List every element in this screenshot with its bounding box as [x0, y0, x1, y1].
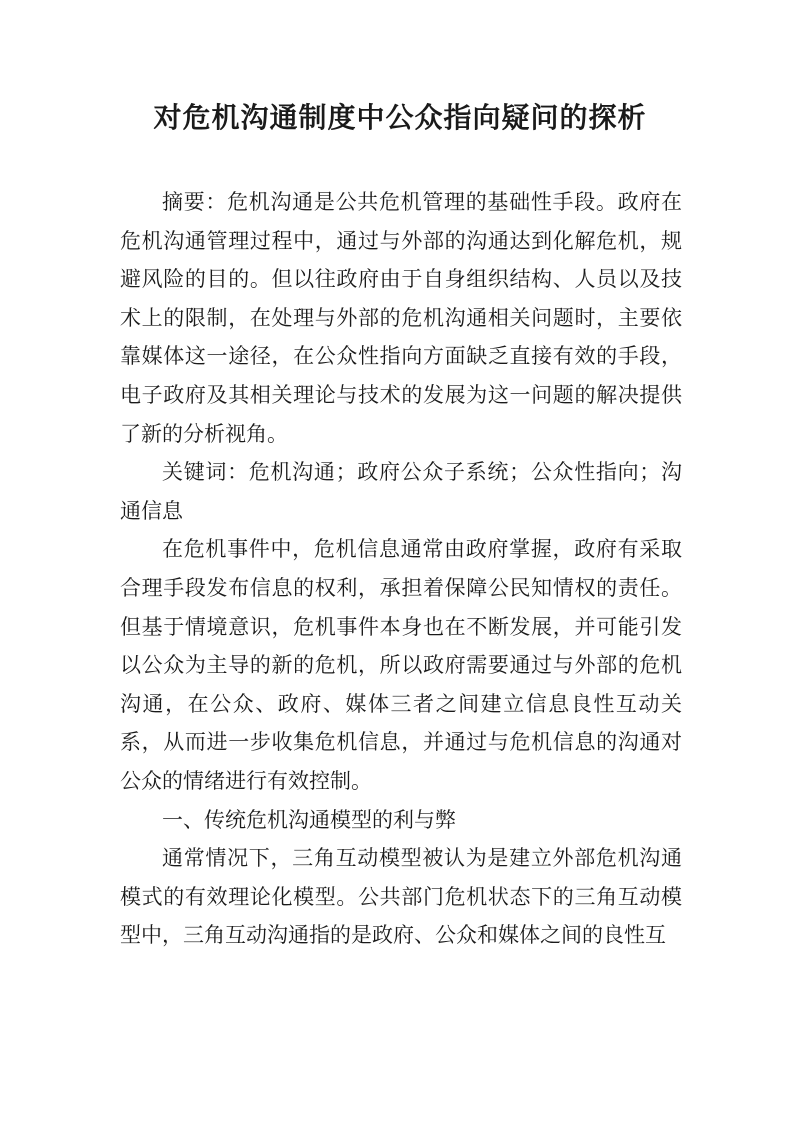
document-body — [120, 183, 682, 955]
keywords-paragraph: 关键词：危机沟通；政府公众子系统；公众性指向；沟通信息 — [120, 460, 682, 523]
document-title: 对危机沟通制度中公众指向疑问的探析 — [153, 101, 647, 134]
abstract-paragraph: 摘要：危机沟通是公共危机管理的基础性手段。政府在危机沟通管理过程中，通过与外部的沟通达到化解危机，规避风险的目的。但以往政府由于自身组织结构、人员以及技术上的限制，在处理与外部的危机沟通相关问题时，主要依靠媒体这一途径，在公众性指向方面缺乏直接有效的手段，电子政府及其相关理论与技术的发展为这一问题的解决提供了新的分析视角。 — [120, 190, 682, 446]
section-heading: 一、传统危机沟通模型的利与弊 — [162, 807, 456, 832]
intro-paragraph: 在危机事件中，危机信息通常由政府掌握，政府有采取合理手段发布信息的权利，承担着保障公民知情权的责任。但基于情境意识，危机事件本身也在不断发展，并可能引发以公众为主导的新的危机，所以政府需要通过与外部的危机沟通，在公众、政府、媒体三者之间建立信息良性互动关系，从而进一步收集危机信息，并通过与危机信息的沟通对公众的情绪进行有效控制。 — [120, 537, 682, 793]
section-paragraph: 通常情况下，三角互动模型被认为是建立外部危机沟通模式的有效理论化模型。公共部门危机状态下的三角互动模型中，三角互动沟通指的是政府、公众和媒体之间的良性互 — [120, 846, 682, 948]
